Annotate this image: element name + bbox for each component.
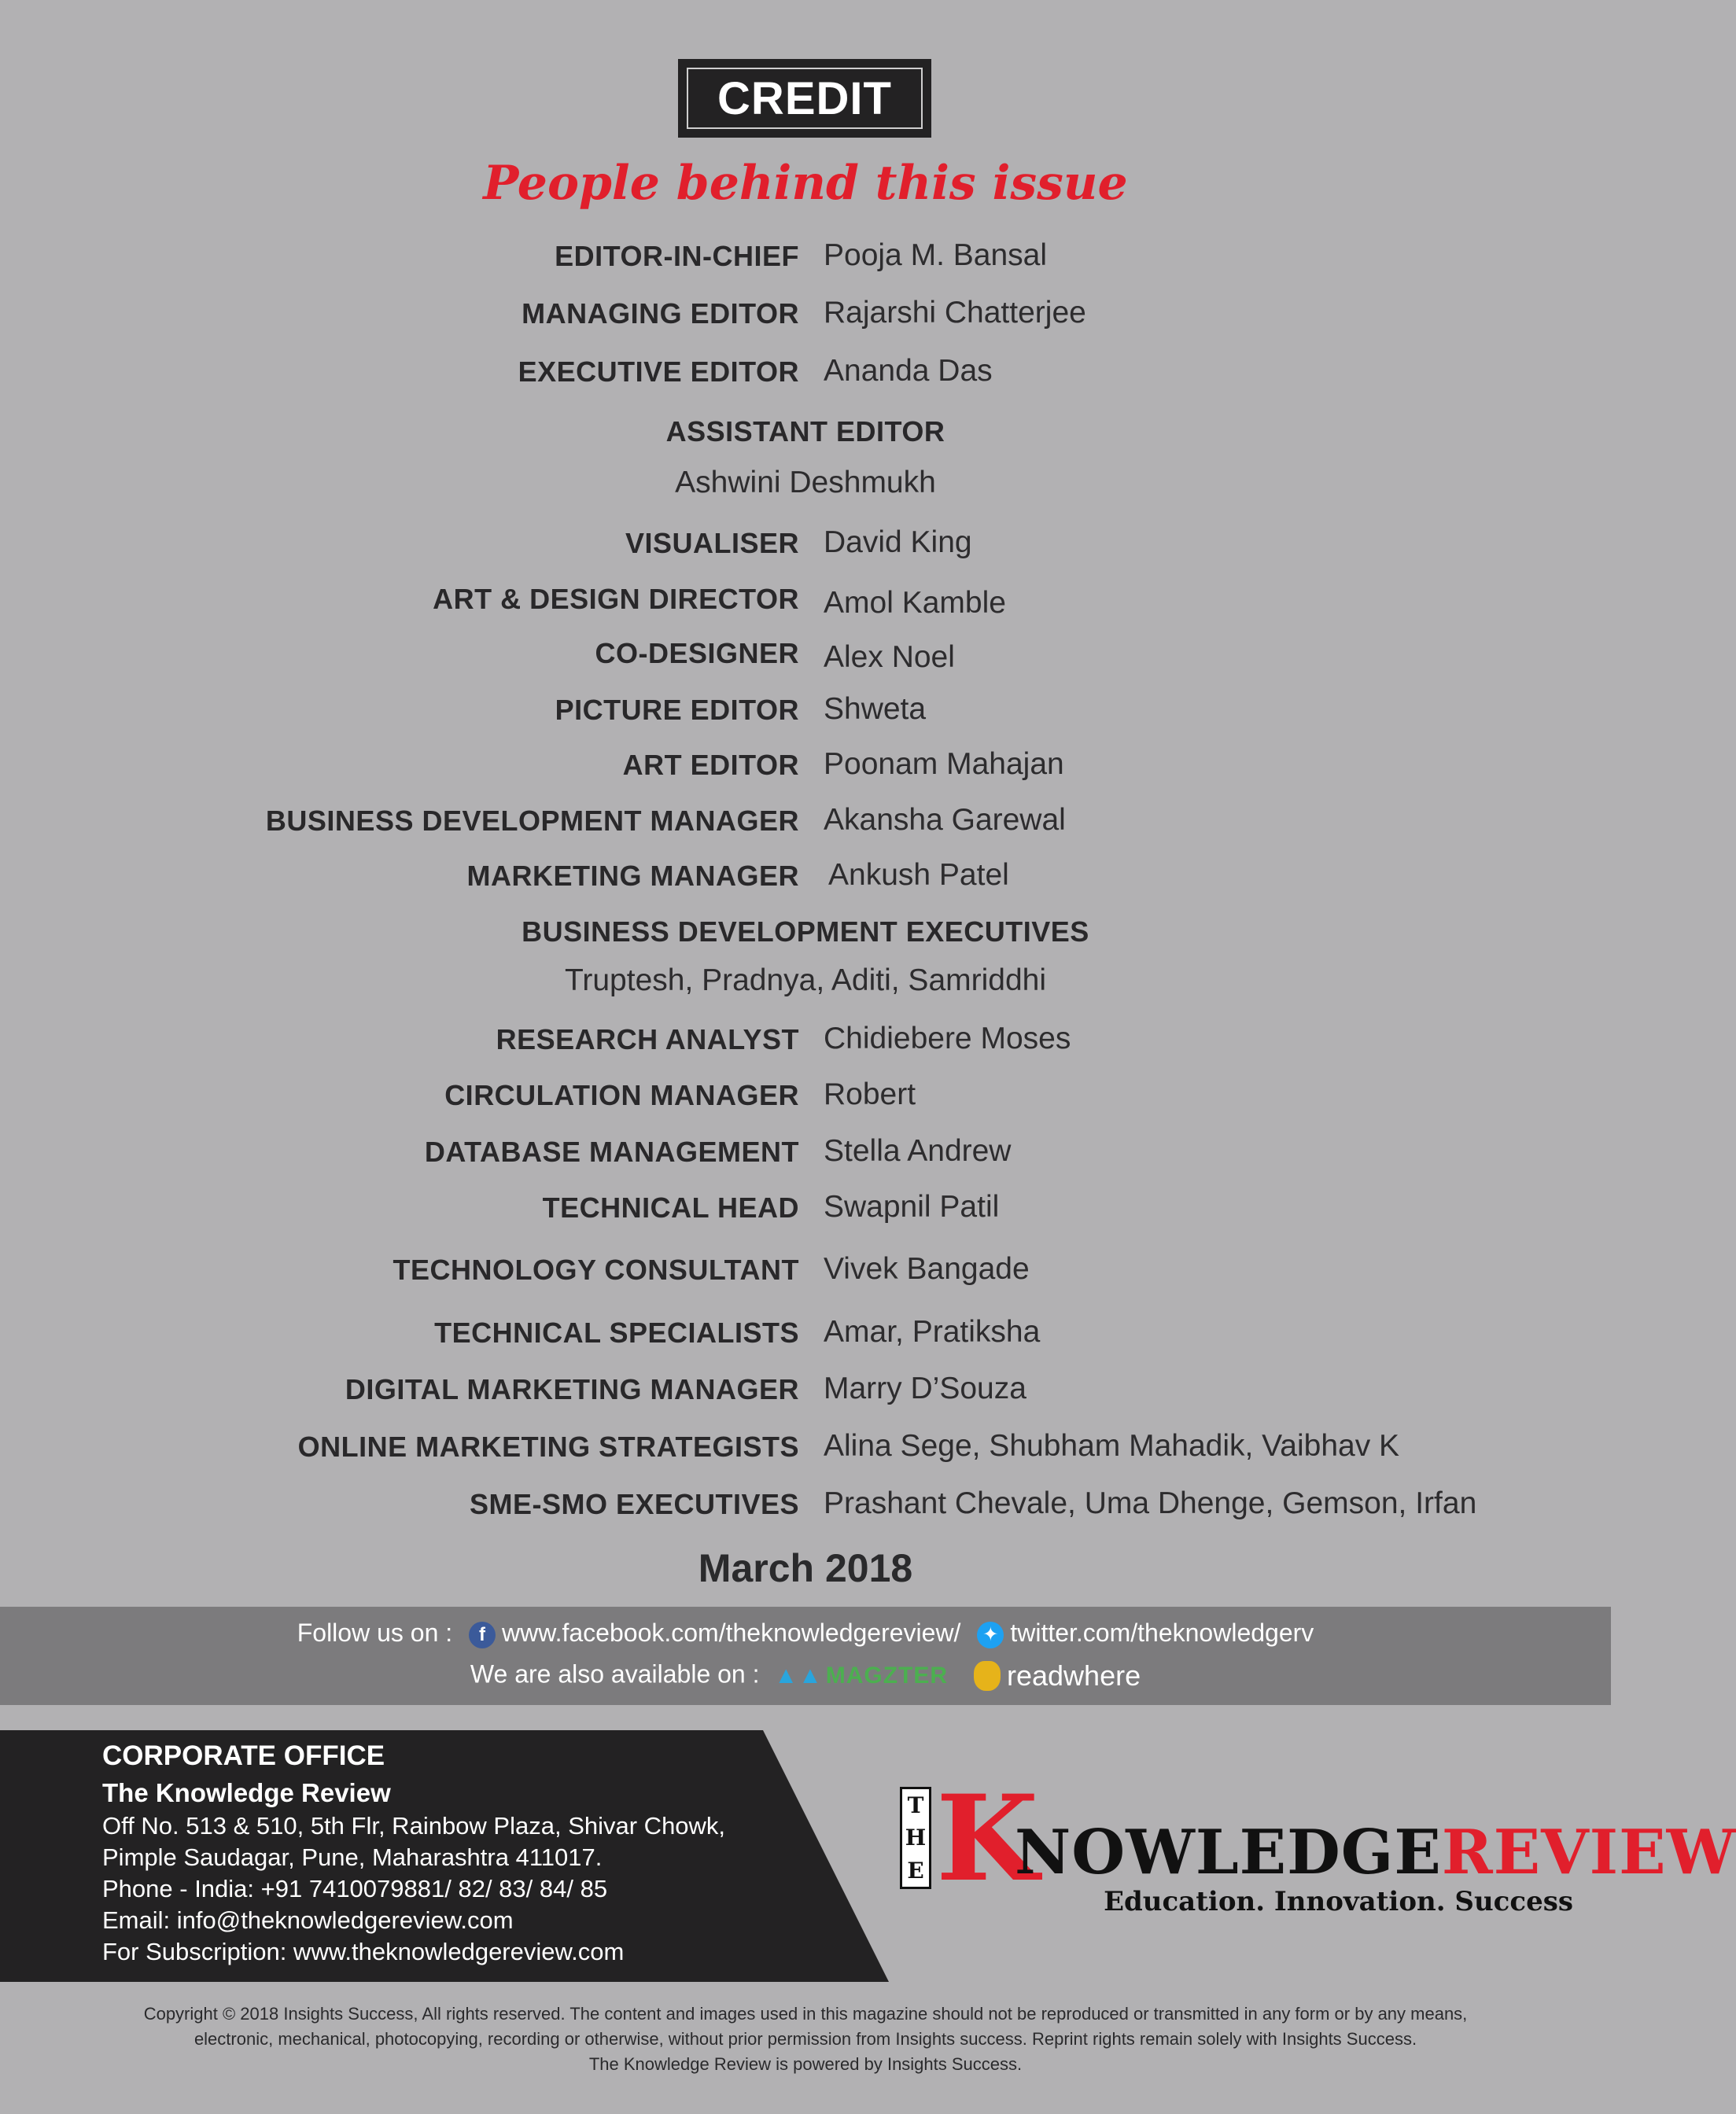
logo-nowledge: NOWLEDGE [1015, 1817, 1442, 1888]
office-address-line: Pimple Saudagar, Pune, Maharashtra 411017. [102, 1843, 603, 1871]
twitter-link[interactable]: twitter.com/theknowledgerv [1010, 1619, 1314, 1647]
credit-role: EDITOR-IN-CHIEF [555, 240, 799, 272]
logo-letter: T [907, 1792, 924, 1819]
credit-name: Poonam Mahajan [824, 747, 1064, 781]
credit-name: Shweta [824, 692, 927, 726]
credit-role: VISUALISER [625, 527, 799, 559]
credit-name: Swapnil Patil [824, 1190, 1000, 1224]
credit-role: MARKETING MANAGER [466, 860, 799, 892]
credit-role: ART EDITOR [622, 749, 799, 781]
logo-wordmark [1015, 1815, 1736, 1891]
credit-name: David King [824, 525, 972, 559]
credit-role: BUSINESS DEVELOPMENT MANAGER [265, 805, 799, 837]
credit-role-centered: BUSINESS DEVELOPMENT EXECUTIVES [522, 915, 1089, 948]
credit-role: DATABASE MANAGEMENT [424, 1136, 799, 1168]
office-subscription[interactable]: For Subscription: www.theknowledgereview.com [102, 1938, 625, 1965]
copyright-line: The Knowledge Review is powered by Insights Success. [588, 2054, 1023, 2074]
credit-name: Robert [824, 1077, 916, 1111]
credit-name: Alex Noel [824, 640, 955, 674]
copyright-line: Copyright © 2018 Insights Success, All rights reserved. The content and images used in this magazine should not be reproduced or transmitted in any form or by any means, [143, 2004, 1468, 2024]
credit-role: DIGITAL MARKETING MANAGER [345, 1373, 799, 1405]
credit-role: TECHNICAL HEAD [542, 1191, 799, 1224]
credit-role: TECHNICAL SPECIALISTS [434, 1317, 799, 1349]
credit-role: CIRCULATION MANAGER [444, 1079, 799, 1111]
credit-name: Amol Kamble [824, 586, 1006, 620]
facebook-link[interactable]: www.facebook.com/theknowledgereview/ [502, 1619, 961, 1647]
credit-row [0, 805, 1611, 852]
office-title: CORPORATE OFFICE [102, 1740, 385, 1771]
credit-row [0, 583, 1611, 630]
issue-date: March 2018 [698, 1546, 913, 1590]
credit-name: Alina Sege, Shubham Mahadik, Vaibhav K [824, 1429, 1400, 1463]
credit-row [0, 355, 1611, 403]
credit-row [0, 1254, 1611, 1301]
issue-tagline: People behind this issue [483, 156, 1128, 211]
credit-role: ONLINE MARKETING STRATEGISTS [297, 1431, 799, 1463]
credit-header-box [678, 59, 931, 138]
credit-role: PICTURE EDITOR [555, 694, 799, 726]
credit-name: Prashant Chevale, Uma Dhenge, Gemson, Irfan [824, 1486, 1477, 1520]
knowledge-review-logo [897, 1770, 1736, 1917]
copyright-notice [0, 2002, 1611, 2077]
credit-role-centered: ASSISTANT EDITOR [665, 415, 945, 447]
credit-name-centered: Ashwini Deshmukh [675, 466, 936, 499]
credit-role: MANAGING EDITOR [522, 297, 799, 330]
logo-tagline: Education. Innovation. Success [1104, 1886, 1573, 1917]
logo-the-block [900, 1787, 931, 1889]
office-address-block [102, 1736, 725, 1968]
credit-row [0, 694, 1611, 741]
credit-row [0, 1023, 1611, 1070]
credit-row [0, 527, 1611, 574]
owl-icon [974, 1661, 1001, 1691]
credit-role: EXECUTIVE EDITOR [518, 355, 799, 388]
credit-role: SME-SMO EXECUTIVES [469, 1488, 799, 1520]
credit-name: Marry D’Souza [824, 1372, 1026, 1405]
magzter-label: MAGZTER [825, 1663, 949, 1689]
credit-name-centered: Truptesh, Pradnya, Aditi, Samriddhi [564, 963, 1047, 997]
credit-name: Rajarshi Chatterjee [824, 296, 1086, 330]
credit-role: TECHNOLOGY CONSULTANT [393, 1254, 799, 1286]
logo-k: K [936, 1770, 1039, 1908]
office-phone: Phone - India: +91 7410079881/ 82/ 83/ 84/ 85 [102, 1875, 608, 1902]
logo-review: REVIEW [1441, 1817, 1736, 1888]
readwhere-logo[interactable]: readwhere [1007, 1659, 1141, 1692]
credit-name: Pooja M. Bansal [824, 238, 1047, 272]
credit-row [0, 1373, 1611, 1420]
credit-row [0, 1079, 1611, 1126]
credit-name: Chidiebere Moses [824, 1022, 1071, 1055]
credit-role: ART & DESIGN DIRECTOR [433, 583, 799, 615]
credit-name: Ankush Patel [828, 858, 1009, 892]
available-label: We are also available on : [470, 1659, 760, 1689]
credit-row [0, 749, 1611, 796]
facebook-icon[interactable]: f [469, 1622, 496, 1648]
logo-letter: E [907, 1857, 924, 1884]
magzter-icon: ▲▲ [774, 1663, 823, 1689]
credit-name: Akansha Garewal [824, 803, 1066, 837]
credit-row [0, 1317, 1611, 1364]
credit-row [0, 240, 1611, 287]
credit-name: Amar, Pratiksha [824, 1315, 1041, 1349]
credit-row [0, 297, 1611, 344]
credit-name: Vivek Bangade [824, 1252, 1030, 1286]
credit-row [0, 1488, 1611, 1535]
follow-line [0, 1619, 1611, 1648]
credit-role: CO-DESIGNER [595, 637, 799, 669]
credit-row [0, 1431, 1611, 1478]
copyright-line: electronic, mechanical, photocopying, recording or otherwise, without prior permission from Insights success. Reprint rights remain solely with Insights Success. [194, 2029, 1417, 2049]
magzter-logo[interactable] [774, 1663, 948, 1689]
credit-row [0, 1191, 1611, 1239]
credit-row [0, 637, 1611, 684]
twitter-icon[interactable]: ✦ [977, 1622, 1004, 1648]
credit-label: CREDIT [687, 68, 923, 129]
office-email[interactable]: Email: info@theknowledgereview.com [102, 1906, 514, 1934]
credit-name: Ananda Das [824, 354, 993, 388]
credit-name: Stella Andrew [824, 1134, 1012, 1168]
credit-row [0, 1136, 1611, 1183]
credit-role: RESEARCH ANALYST [496, 1023, 799, 1055]
follow-label: Follow us on : [297, 1619, 453, 1647]
logo-letter: H [905, 1825, 927, 1851]
available-line [0, 1659, 1611, 1692]
office-address-line: Off No. 513 & 510, 5th Flr, Rainbow Plaza, Shivar Chowk, [102, 1812, 726, 1840]
credit-row [0, 860, 1611, 907]
office-company: The Knowledge Review [102, 1778, 391, 1807]
